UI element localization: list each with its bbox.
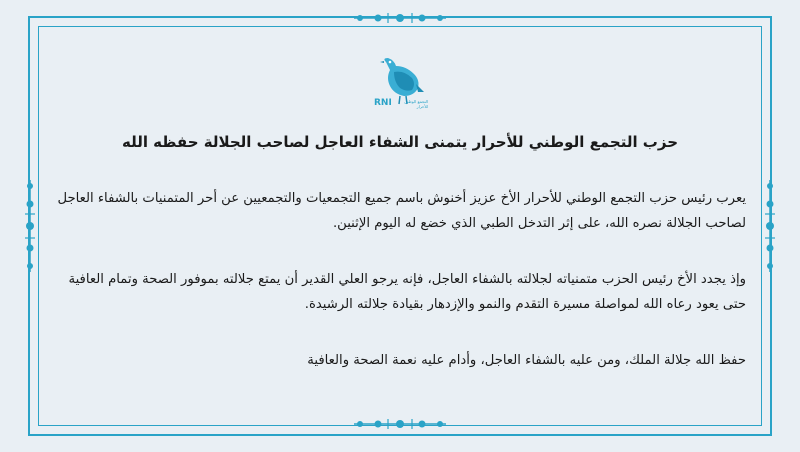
right-ornament <box>760 176 780 276</box>
paragraph-2: وإذ يجدد الأخ رئيس الحزب متمنياته لجلالته بالشفاء العاجل، فإنه يرجو العلي القدير أن يمتع جلالته بموفور الصحة وتمام العافية حتى يعود رعاه الله لمواصلة مسيرة التقدم والنمو والإزدهار بقيادة جلالته الرشيدة. <box>68 272 746 312</box>
logo-arabic-name: التجمع الوطني للأحرار <box>404 99 428 109</box>
left-ornament <box>20 176 40 276</box>
page-title: حزب التجمع الوطني للأحرار يتمنى الشفاء العاجل لصاحب الجلالة حفظه الله <box>121 133 679 151</box>
bottom-ornament <box>350 414 450 434</box>
top-ornament <box>350 8 450 28</box>
logo-brand-text: RNI <box>374 98 392 108</box>
paragraph-3: حفظ الله جلالة الملك، ومن عليه بالشفاء العاجل، وأدام عليه نعمة الصحة والعافية <box>307 353 746 368</box>
paragraph-1: يعرب رئيس حزب التجمع الوطني للأحرار الأخ عزيز أخنوش باسم جميع التجمعيات والتجمعيين عن أحر المتمنيات بالشفاء العاجل لصاحب الجلالة نصره الله، على إثر التدخل الطبي الذي خضع له اليوم الإثنين. <box>57 191 746 231</box>
